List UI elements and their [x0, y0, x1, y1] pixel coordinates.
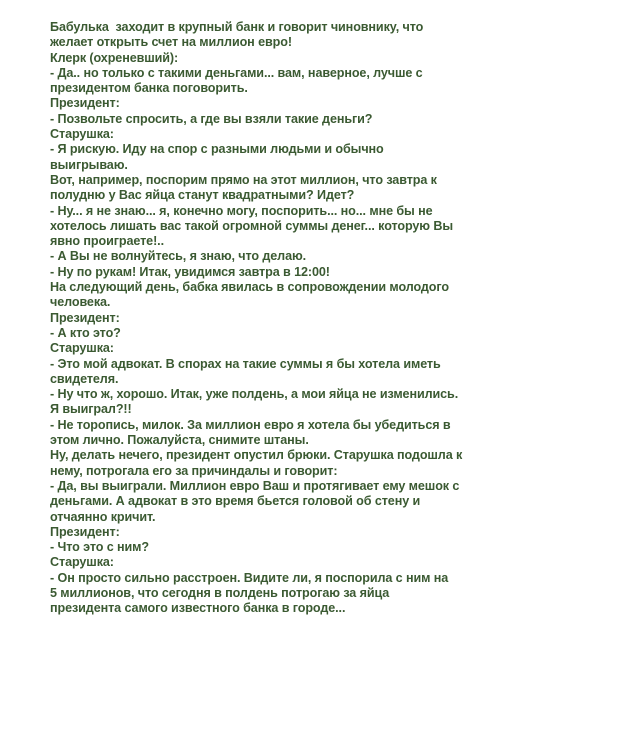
text-line: Старушка: — [50, 341, 114, 356]
text-line: полудню у Вас яйца станут квадратными? Идет? — [50, 188, 355, 203]
text-line: - Ну что ж, хорошо. Итак, уже полдень, а мои яйца не изменились. — [50, 387, 459, 402]
text-line: - А Вы не волнуйтесь, я знаю, что делаю. — [50, 249, 307, 264]
text-line: выигрываю. — [50, 157, 128, 172]
text-line: этом лично. Пожалуйста, снимите штаны. — [50, 433, 309, 448]
text-line: Президент: — [50, 310, 120, 325]
text-line: президентом банка поговорить. — [50, 81, 248, 96]
text-line: Старушка: — [50, 127, 114, 142]
text-line: президента самого известного банка в городе... — [50, 601, 346, 616]
text-line: Бабулька заходит в крупный банк и говорит чиновнику, что — [50, 20, 424, 34]
text-line: - Да.. но только с такими деньгами... вам, наверное, лучше с — [50, 65, 423, 80]
text-line: - Ну... я не знаю... я, конечно могу, поспорить... но... мне бы не — [50, 203, 433, 218]
joke-text — [50, 20, 590, 617]
text-line: - Я рискую. Иду на спор с разными людьми и обычно — [50, 142, 384, 157]
text-line: человека. — [50, 295, 111, 310]
text-line: деньгами. А адвокат в это время бьется головой об стену и — [50, 494, 421, 509]
text-line: явно проиграете!.. — [50, 234, 164, 249]
text-line: хотелось лишать вас такой огромной суммы денег... которую Вы — [50, 218, 454, 233]
text-line: Старушка: — [50, 555, 114, 570]
text-line: - Он просто сильно расстроен. Видите ли, я поспорила с ним на — [50, 570, 449, 585]
text-line: - Это мой адвокат. В спорах на такие суммы я бы хотела иметь — [50, 356, 441, 371]
text-line: - Ну по рукам! Итак, увидимся завтра в 12:00! — [50, 264, 330, 279]
text-line: 5 миллионов, что сегодня в полдень потрогаю за яйца — [50, 585, 390, 600]
text-line: - Не торопись, милок. За миллион евро я хотела бы убедиться в — [50, 417, 451, 432]
text-line: Клерк (охреневший): — [50, 50, 179, 65]
text-line: - Позвольте спросить, а где вы взяли такие деньги? — [50, 111, 373, 126]
text-line: На следующий день, бабка явилась в сопровождении молодого — [50, 280, 449, 295]
text-line: - А кто это? — [50, 325, 121, 340]
text-line: Ну, делать нечего, президент опустил брюки. Старушка подошла к — [50, 448, 463, 463]
text-line: Президент: — [50, 96, 120, 111]
text-line: нему, потрогала его за причиндалы и говорит: — [50, 463, 338, 478]
text-line: отчаянно кричит. — [50, 509, 156, 524]
text-line: свидетеля. — [50, 371, 119, 386]
text-line: - Да, вы выиграли. Миллион евро Ваш и протягивает ему мешок с — [50, 478, 460, 493]
text-line: Президент: — [50, 524, 120, 539]
text-line: желает открыть счет на миллион евро! — [50, 35, 292, 50]
text-line: Я выиграл?!! — [50, 402, 132, 417]
text-line: Вот, например, поспорим прямо на этот миллион, что завтра к — [50, 172, 437, 187]
text-line: - Что это с ним? — [50, 540, 149, 555]
